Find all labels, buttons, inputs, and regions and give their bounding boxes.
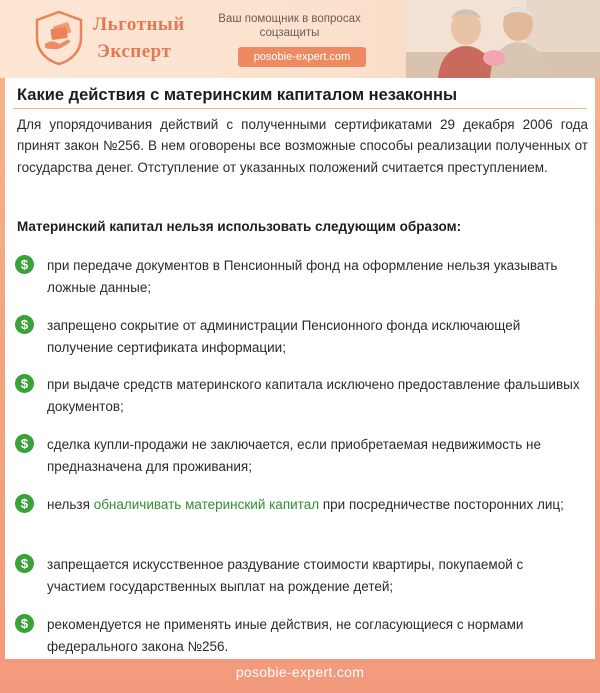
- cash-out-link[interactable]: обналичивать материнский капитал: [93, 497, 320, 512]
- dollar-icon: $: [15, 315, 34, 334]
- list-item-text: [47, 494, 583, 516]
- article-intro: Для упорядочивания действий с полученными сертификатами 29 декабря 2006 года принят закон №256. В нем оговорены все возможные способы реализации полученных от государства денег. Отступление от указанных положений считается преступлением.: [17, 117, 588, 175]
- list-item-text: запрещается искусственное раздувание стоимости квартиры, покупаемой с участием государственных выплат на рождение детей;: [47, 557, 524, 594]
- list-item-text-before: нельзя: [47, 497, 94, 512]
- dollar-icon: $: [15, 614, 34, 633]
- logo-emblem-icon: [34, 10, 84, 66]
- dollar-icon: $: [15, 434, 34, 453]
- elderly-couple-photo: [406, 0, 600, 78]
- list-item-text: сделка купли-продажи не заключается, если приобретаемая недвижимость не предназначена для проживания;: [47, 437, 541, 474]
- header-site-link[interactable]: posobie-expert.com: [238, 47, 366, 67]
- list-item-text: запрещено сокрытие от администрации Пенсионного фонда исключающей получение сертификата информации;: [47, 318, 521, 355]
- footer-site-link[interactable]: posobie-expert.com: [235, 664, 365, 680]
- dollar-icon: $: [15, 255, 34, 274]
- list-item-text-after: при посредничестве посторонних лиц;: [319, 497, 564, 512]
- dollar-icon: $: [15, 494, 34, 513]
- list-item-text: при выдаче средств материнского капитала исключено предоставление фальшивых документов;: [47, 377, 580, 414]
- logo-text-line2: Эксперт: [97, 41, 172, 62]
- dollar-icon: $: [15, 374, 34, 393]
- title-divider: [13, 108, 587, 109]
- article-card: [5, 78, 595, 659]
- article-title: Какие действия с материнским капиталом незаконны: [17, 86, 458, 104]
- dollar-icon: $: [15, 554, 34, 573]
- site-header: [0, 0, 600, 78]
- logo-text-line1: Льготный: [93, 14, 185, 35]
- header-tagline: Ваш помощник в вопросах соцзащиты: [218, 13, 361, 39]
- list-item-text: при передаче документов в Пенсионный фонд на оформление нельзя указывать ложные данные;: [47, 258, 558, 295]
- list-item-text: рекомендуется не применять иные действия, не согласующиеся с нормами федерального закона №256.: [47, 617, 524, 654]
- list-heading: Материнский капитал нельзя использовать следующим образом:: [17, 219, 462, 234]
